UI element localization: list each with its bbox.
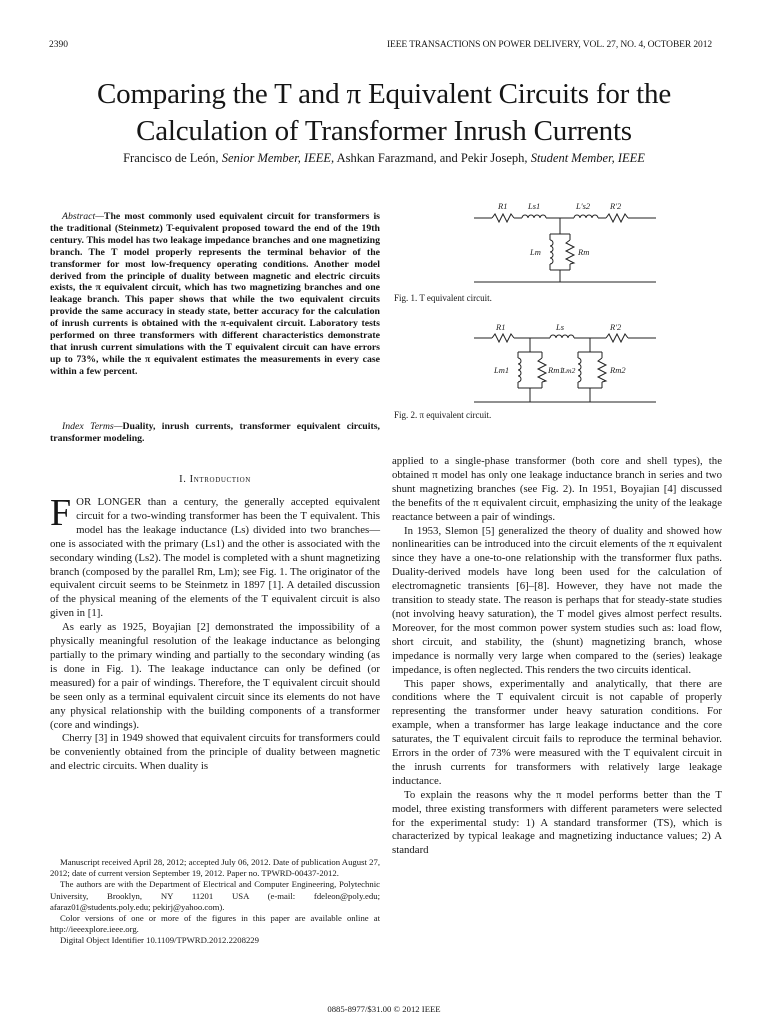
figure-2-caption: Fig. 2. π equivalent circuit. xyxy=(394,410,492,420)
inductor-ls1 xyxy=(522,215,546,218)
index-terms-label: Index Terms— xyxy=(62,421,123,432)
inductor-ls xyxy=(550,335,574,338)
author-3: Pekir Joseph, xyxy=(460,151,528,165)
author-1: Francisco de León, xyxy=(123,151,219,165)
footnotes xyxy=(50,857,380,947)
inductor-lm xyxy=(550,240,553,264)
abstract-text: The most commonly used equivalent circuit for transformers is the traditional (Steinmetz) T-equivalent proposed toward the end of the 19th century. This model has two leakage impedance branches and one magnetizing branch. The T model properly represents the terminal behavior of the transformer for most low-frequency operating conditions. Another model derived from the principle of duality between magnetic and electric circuits exists, the π equivalent circuit, which has two magnetizing branches and one leakage branch. This paper shows that while the two equivalent circuits provide the same accuracy in steady state, better accuracy for the calculation of inrush currents is obtained with the π-equivalent circuit. Laboratory tests performed on three transformers with different characteristics demonstrate that inrush current simulations with the T equivalent circuit can have errors up to 73%, while the π equivalent estimates the measurements in every case within a few percent. xyxy=(50,211,380,377)
figure-1-caption: Fig. 1. T equivalent circuit. xyxy=(394,293,492,303)
right-column-text xyxy=(392,455,722,858)
section-heading-introduction xyxy=(50,474,380,485)
author-3-role: Student Member, IEEE xyxy=(530,151,645,165)
footnote-authors: The authors are with the Department of Electrical and Computer Engineering, Polytechnic University, Brooklyn, NY 11201 USA (e-mail: fdeleon@poly.edu; afaraz01@students.poly.edu; pekirj@yahoo.com). xyxy=(50,879,380,912)
resistor-r1 xyxy=(492,214,514,222)
section-title: Introduction xyxy=(189,474,251,485)
label-rm: Rm xyxy=(578,247,590,257)
label-rm1: Rm1 xyxy=(548,365,564,375)
right-paragraph-3: This paper shows, experimentally and analytically, that there are conditions where the T equivalent circuit is not capable of properly representing the transformer under heavy saturation conditions. For example, when a transformer has large leakage inductance and the core saturates, the T equivalent circuit fails to reproduce the terminal behavior. Errors in the order of 73% were measured with the T equivalent circuit in the inrush currents for transformers with relatively large leakage inductance. xyxy=(392,677,722,787)
figure-1-t-circuit xyxy=(470,196,660,288)
inductor-ls2 xyxy=(574,215,598,218)
label-ls1: Ls1 xyxy=(528,201,541,211)
label-rm2: Rm2 xyxy=(610,365,626,375)
author-1-role: Senior Member, IEEE, xyxy=(221,151,335,165)
resistor-rm1 xyxy=(538,358,546,382)
label-lm1: Lm1 xyxy=(494,365,510,375)
author-line xyxy=(30,151,738,166)
label-r2: R′2 xyxy=(610,322,622,332)
resistor-r1 xyxy=(492,334,514,342)
resistor-rm xyxy=(566,240,574,264)
intro-paragraph-3: Cherry [3] in 1949 showed that equivalent circuits for transformers could be conveniently obtained from the principle of duality between magnetic and electric circuits. When duality is xyxy=(50,732,380,773)
paper-title: Comparing the T and π Equivalent Circuits for the Calculation of Transformer Inrush Currents xyxy=(97,78,671,147)
running-head: IEEE TRANSACTIONS ON POWER DELIVERY, VOL. 27, NO. 4, OCTOBER 2012 xyxy=(386,40,712,50)
label-lm: Lm xyxy=(530,247,541,257)
label-ls2: L′s2 xyxy=(576,201,591,211)
intro-paragraph-2: As early as 1925, Boyajian [2] demonstrated the impossibility of a physically meaningful resolution of the leakage inductance as belonging partially to the primary winding and partially to the secondary winding (as is done in Fig. 1). The leakage inductance can only be defined (or measured) for a pair of windings. Therefore, the T equivalent circuit should be seen only as a terminal equivalent circuit since its elements do not have any physical relationship with the building components of a transformer (core and windings). xyxy=(50,621,380,731)
intro-paragraph-1: FOR LONGER than a century, the generally accepted equivalent circuit for a two-winding transformer has been the T equivalent. This model has the leakage inductance (Ls) divided into two branches—one is associated with the primary (Ls1) and the other is associated with the secondary winding (Ls2). The model is completed with a shunt magnetizing branch (composed by the parallel Rm, Lm); see Fig. 1. The originator of the equivalent circuit seems to be Steinmetz in 1897 [1]. A detailed discussion of the physical meaning of the elements of the T equivalent circuit is also given in [1]. xyxy=(50,492,380,620)
index-terms xyxy=(50,421,380,445)
label-lm2: Lm2 xyxy=(562,366,576,375)
page-number: 2390 xyxy=(49,40,68,50)
figure-2-pi-circuit xyxy=(470,320,660,408)
inductor-lm2 xyxy=(578,358,581,382)
footnote-doi: Digital Object Identifier 10.1109/TPWRD.2012.2208229 xyxy=(60,935,259,946)
label-ls: Ls xyxy=(556,322,565,332)
inductor-lm1 xyxy=(518,358,521,382)
abstract-label: Abstract— xyxy=(62,211,104,222)
index-terms-text: Duality, inrush currents, transformer equivalent circuits, transformer modeling. xyxy=(50,421,381,444)
resistor-r2 xyxy=(606,214,628,222)
right-paragraph-4: To explain the reasons why the π model performs better than the T model, three existing transformers with different parameters were selected for the experimental study: 1) A standard transformer (TS), which is characterized by typical leakage and magnetizing inductance values; 2) A standard xyxy=(392,788,722,857)
label-r2: R′2 xyxy=(610,201,622,211)
label-r1: R1 xyxy=(498,201,508,211)
section-number: I. xyxy=(179,474,187,485)
resistor-rm2 xyxy=(598,358,606,382)
resistor-r2 xyxy=(606,334,628,342)
introduction-left-column xyxy=(50,492,380,774)
footnote-manuscript: Manuscript received April 28, 2012; accepted July 06, 2012. Date of publication August 27, 2012; date of current version September 19, 2012. Paper no. TPWRD-00437-2012. xyxy=(50,857,380,879)
footnote-color: Color versions of one or more of the figures in this paper are available online at http://ieeexplore.ieee.org. xyxy=(50,913,380,935)
drop-cap: F xyxy=(50,492,72,534)
label-r1: R1 xyxy=(496,322,506,332)
abstract xyxy=(50,211,380,378)
right-paragraph-1: applied to a single-phase transformer (both core and shell types), the obtained π model has only one leakage inductance branch in series and two shunt magnetizing branches (see Fig. 2). In 1951, Boyajian [4] discussed the benefits of the π equivalent circuit, emphasizing the unity of the leakage reactance between a pair of windings. xyxy=(392,455,722,523)
right-paragraph-2: In 1953, Slemon [5] generalized the theory of duality and showed how nonlinearities can be introduced into the circuit elements of the π equivalent since they have a one-to-one relationship with the transformer flux paths. Duality-derived models have long been used for the calculation of electromagnetic transients [6]–[8]. However, they have not made the transition to steady state. The reason is perhaps that for steady-state studies (not involving heavy saturation), the T model gives almost perfect results. Moreover, for the most common power system studies such as: load flow, short circuit, and stability, the (shunt) magnetizing branch, whose impedance is normally very large when compared to the (series) leakage impedance, is often neglected. This renders the two circuits identical. xyxy=(392,524,722,676)
copyright-footer: 0885-8977/$31.00 © 2012 IEEE xyxy=(327,1004,441,1014)
author-2: Ashkan Farazmand, and xyxy=(336,151,458,165)
